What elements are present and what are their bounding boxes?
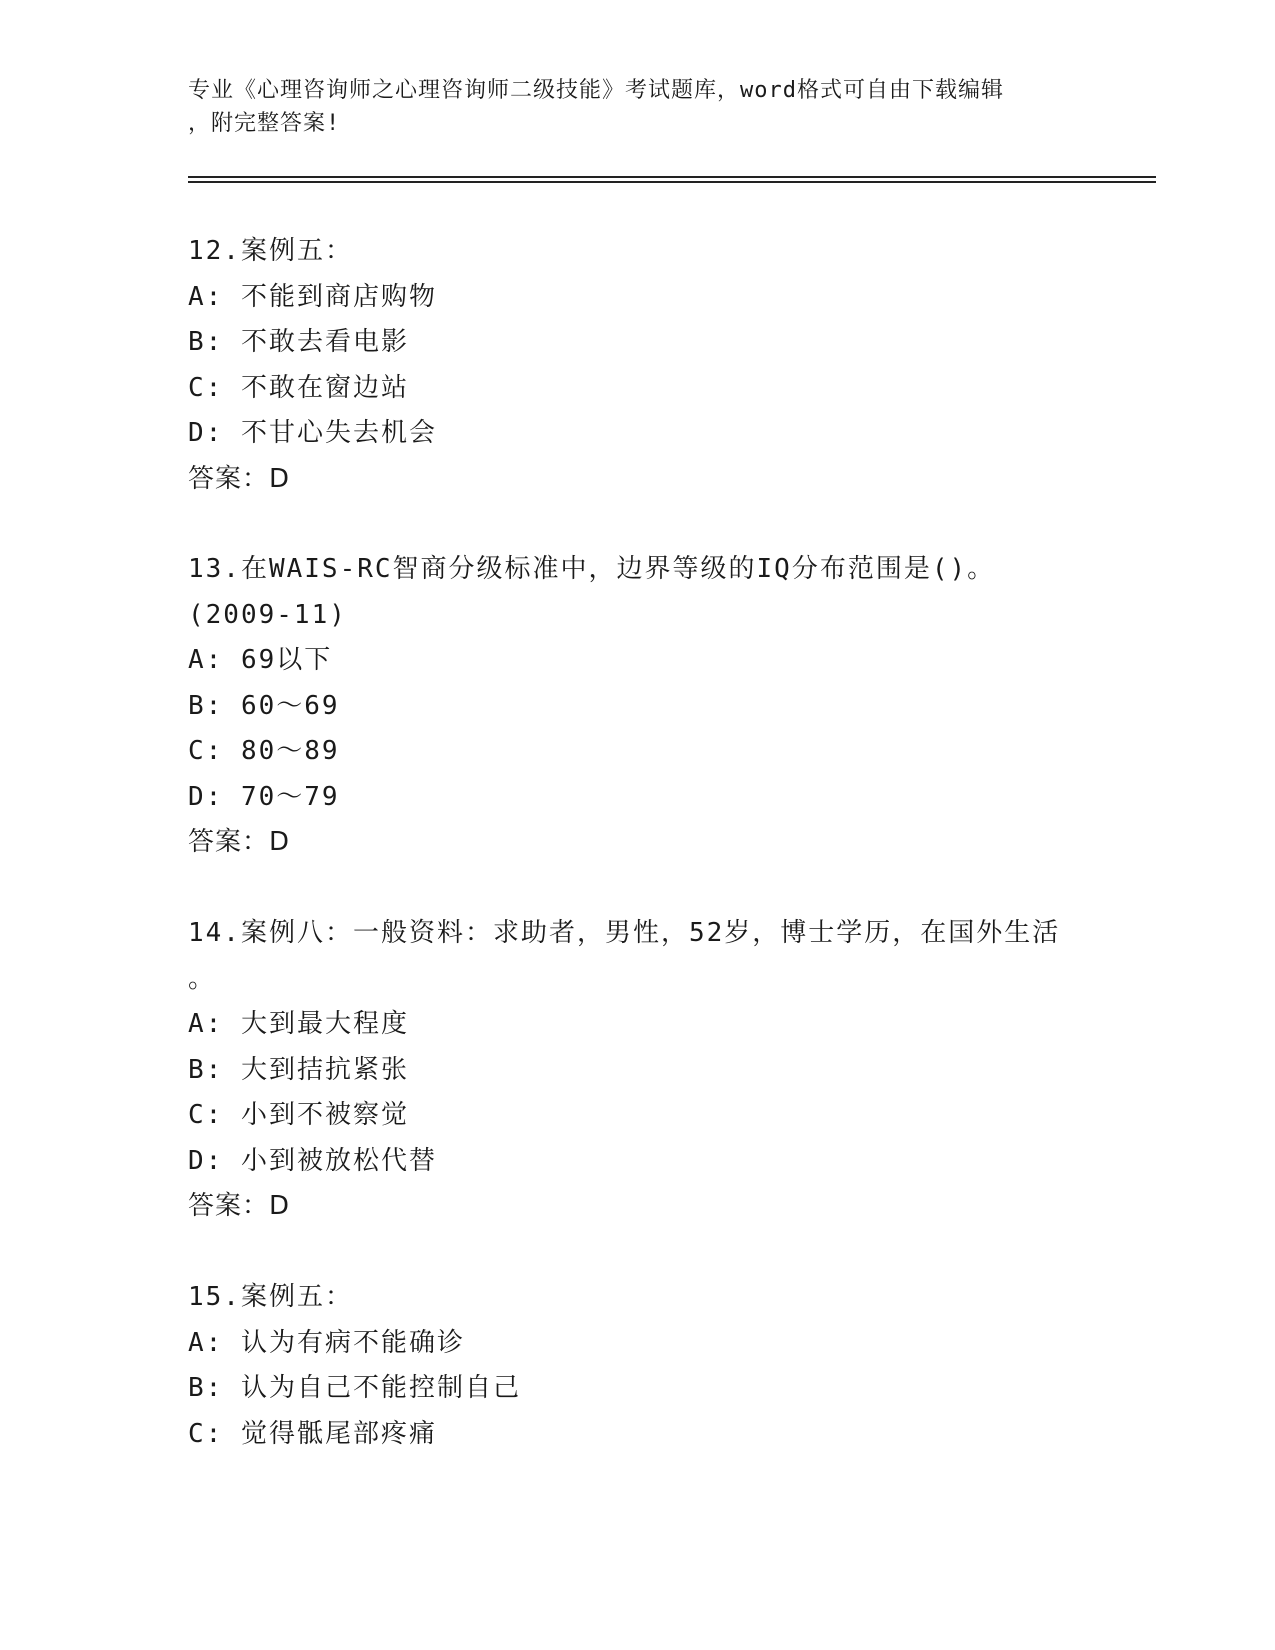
option-a: A: 认为有病不能确诊 — [188, 1327, 465, 1358]
question-stem-continued: (2009-11) — [188, 599, 347, 630]
option-b: B: 不敢去看电影 — [188, 327, 409, 357]
answer-line: 答案：D — [188, 463, 291, 494]
option-a: A: 69以下 — [188, 645, 333, 675]
question-stem: 12.案例五： — [188, 236, 353, 266]
question-15 — [188, 1275, 1108, 1457]
option-b: B: 大到拮抗紧张 — [188, 1054, 409, 1085]
option-b: B: 60～69 — [188, 690, 340, 721]
question-stem: 15.案例五： — [188, 1282, 353, 1312]
option-c: C: 小到不被察觉 — [188, 1100, 409, 1130]
answer-line: 答案：D — [188, 1191, 291, 1221]
option-a: A: 不能到商店购物 — [188, 281, 437, 312]
question-12 — [188, 229, 1108, 502]
question-stem: 13.在WAIS-RC智商分级标准中，边界等级的IQ分布范围是()。 — [188, 554, 996, 584]
question-14 — [188, 911, 1108, 1230]
question-stem-continued: 。 — [188, 963, 217, 994]
option-d: D: 不甘心失去机会 — [188, 418, 437, 448]
document-header — [188, 74, 1088, 140]
option-c: C: 80～89 — [188, 736, 340, 766]
option-b: B: 认为自己不能控制自己 — [188, 1373, 521, 1403]
header-line-2: ，附完整答案! — [188, 111, 341, 136]
question-stem: 14.案例八：一般资料：求助者，男性，52岁，博士学历，在国外生活 — [188, 918, 1061, 948]
option-c: C: 不敢在窗边站 — [188, 372, 409, 403]
header-divider-bottom — [188, 181, 1156, 183]
option-d: D: 70～79 — [188, 781, 340, 812]
option-a: A: 大到最大程度 — [188, 1009, 409, 1039]
option-d: D: 小到被放松代替 — [188, 1145, 437, 1176]
question-13 — [188, 547, 1108, 866]
answer-line: 答案：D — [188, 827, 291, 857]
option-c: C: 觉得骶尾部疼痛 — [188, 1418, 437, 1449]
header-divider-top — [188, 176, 1156, 178]
header-line-1: 专业《心理咨询师之心理咨询师二级技能》考试题库，word格式可自由下载编辑 — [188, 78, 1004, 103]
